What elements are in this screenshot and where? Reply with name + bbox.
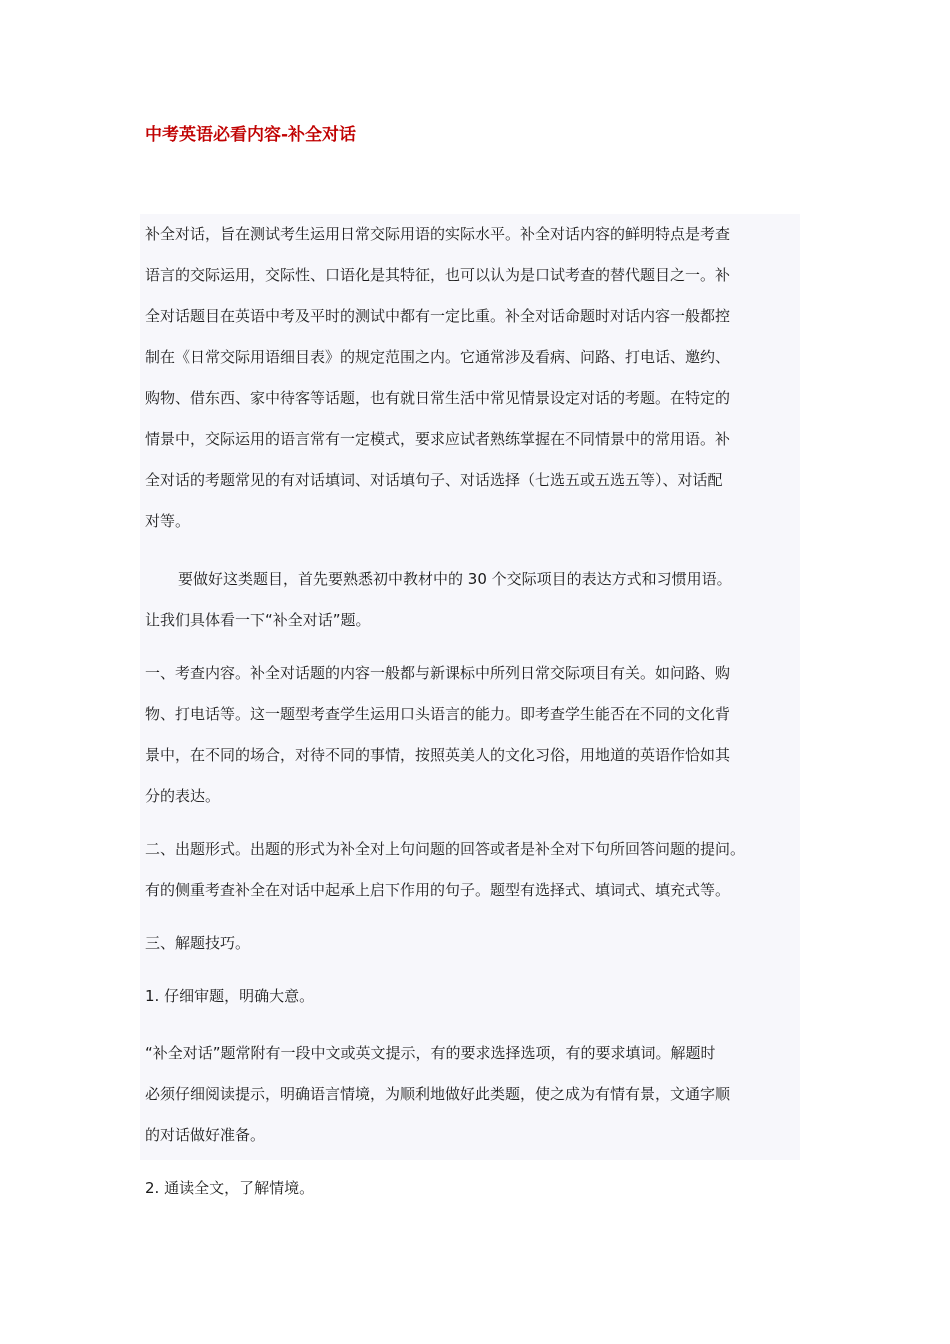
text-line: 语言的交际运用，交际性、口语化是其特征，也可以认为是口试考查的替代题目之一。补 <box>145 266 731 284</box>
article-body <box>140 214 800 1197</box>
paragraph-section-one <box>145 653 800 817</box>
page-title: 中考英语必看内容-补全对话 <box>145 125 357 145</box>
text-line: 必须仔细阅读提示，明确语言情境，为顺利地做好此类题，使之成为有情有景，文通字顺 <box>145 1085 731 1103</box>
text-line: 制在《日常交际用语细目表》的规定范围之内。它通常涉及看病、问路、打电话、邀约、 <box>145 348 731 366</box>
paragraph-tip-one-detail <box>145 1033 800 1156</box>
text-line: 让我们具体看一下“补全对话”题。 <box>145 611 371 629</box>
text-line: 全对话的考题常见的有对话填词、对话填句子、对话选择（七选五或五选五等）、对话配 <box>145 471 723 489</box>
text-line: 景中，在不同的场合，对待不同的事情，按照英美人的文化习俗，用地道的英语作恰如其 <box>145 746 731 764</box>
text-line: 有的侧重考查补全在对话中起承上启下作用的句子。题型有选择式、填词式、填充式等。 <box>145 881 731 899</box>
text-line: 2. 通读全文，了解情境。 <box>145 1179 315 1197</box>
paragraph-tip-two <box>145 1168 800 1209</box>
text-line: 补全对话，旨在测试考生运用日常交际用语的实际水平。补全对话内容的鲜明特点是考查 <box>145 225 731 243</box>
paragraph-intro <box>145 214 800 542</box>
paragraph-section-two <box>145 829 800 911</box>
text-line: 1. 仔细审题，明确大意。 <box>145 987 315 1005</box>
paragraph-preparation <box>145 559 800 641</box>
text-line: 要做好这类题目，首先要熟悉初中教材中的 30 个交际项目的表达方式和习惯用语。 <box>178 570 732 588</box>
text-line: 二、出题形式。出题的形式为补全对上句问题的回答或者是补全对下句所回答问题的提问。 <box>145 840 746 858</box>
text-line: 的对话做好准备。 <box>145 1126 266 1144</box>
paragraph-tip-one <box>145 976 800 1017</box>
text-line: “补全对话”题常附有一段中文或英文提示，有的要求选择选项，有的要求填词。解题时 <box>145 1044 716 1062</box>
paragraph-section-three <box>145 923 800 964</box>
text-line: 全对话题目在英语中考及平时的测试中都有一定比重。补全对话命题时对话内容一般都控 <box>145 307 731 325</box>
text-line: 对等。 <box>145 512 191 530</box>
text-line: 三、解题技巧。 <box>145 934 251 952</box>
text-line: 一、考查内容。补全对话题的内容一般都与新课标中所列日常交际项目有关。如问路、购 <box>145 664 731 682</box>
text-line: 物、打电话等。这一题型考查学生运用口头语言的能力。即考查学生能否在不同的文化背 <box>145 705 731 723</box>
text-line: 分的表达。 <box>145 787 221 805</box>
text-line: 情景中，交际运用的语言常有一定模式，要求应试者熟练掌握在不同情景中的常用语。补 <box>145 430 731 448</box>
text-line: 购物、借东西、家中待客等话题，也有就日常生活中常见情景设定对话的考题。在特定的 <box>145 389 731 407</box>
